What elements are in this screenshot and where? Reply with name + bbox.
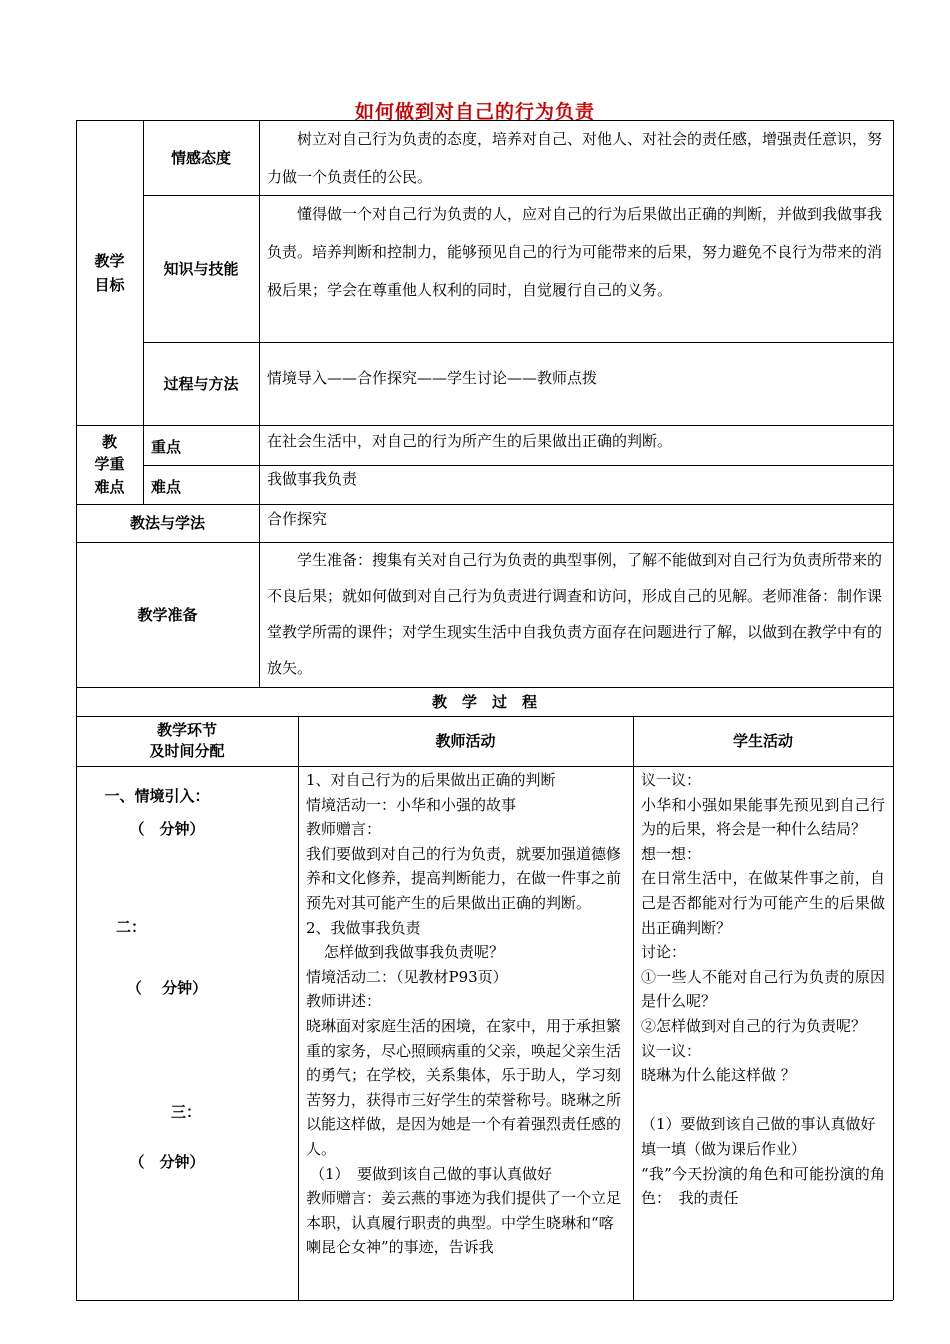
preparation-text: 学生准备：搜集有关对自己行为负责的典型事例，了解不能做到对自己行为负责所带来的不良后果；就如何做到对自己行为负责进行调查和访问，形成自己的见解。老师准备：制作课堂教学所需的课件；对学生现实生活中自我负责方面存在问题进行了解，以做到在教学中有的放矢。: [267, 551, 883, 677]
stage-column-header-line1: 教学环节: [156, 721, 217, 739]
student-line: 想一想：: [641, 844, 702, 863]
key-points-label-line1: 教: [101, 432, 117, 451]
key-points-label: [76, 425, 143, 504]
teacher-line: 情境活动一：小华和小强的故事: [306, 795, 517, 814]
stage-2-time: （ 分钟）: [126, 979, 208, 997]
teacher-column-header: 教师活动: [435, 732, 496, 750]
student-line: （1）要做到该自己做的事认真做好: [641, 1115, 876, 1134]
objectives-label: [76, 120, 143, 425]
methods-text: 合作探究: [267, 510, 328, 528]
objectives-label-line2: 目标: [94, 275, 125, 294]
stage-3-time: （ 分钟）: [129, 1153, 205, 1171]
teacher-line: 教师讲述：: [306, 992, 382, 1011]
student-line: 小华和小强如果能事先预见到自己行为的后果，将会是一种什么结局？: [641, 795, 885, 839]
process-method-text: 情境导入——合作探究——学生讨论——教师点拨: [267, 369, 598, 387]
student-line: 填一填（做为课后作业）: [641, 1139, 807, 1158]
teacher-line: 教师赠言：姜云燕的事迹为我们提供了一个立足本职，认真履行职责的典型。中学生晓琳和“喀喇昆仑女神”的事迹，告诉我: [306, 1189, 622, 1257]
focus-label: 重点: [151, 438, 182, 456]
lesson-plan-table: [76, 120, 893, 1300]
stage-2-label: 二：: [116, 918, 147, 936]
difficulty-label: 难点: [151, 478, 182, 496]
student-activity: [633, 768, 893, 1211]
student-line: “我”今天扮演的角色和可能扮演的角色： 我的责任: [641, 1164, 885, 1208]
teacher-line: 怎样做到我做事我负责呢？: [324, 943, 505, 962]
stage-1-label: 一、情境引入：: [104, 787, 210, 805]
teacher-line: 晓琳面对家庭生活的困境，在家中，用于承担繁重的家务，尽心照顾病重的父亲，唤起父亲生活的勇气；在学校，关系集体，乐于助人，学习刻苦努力，获得市三好学生的荣誉称号。晓琳之所以能这样做，是因为她是一个有着强烈责任感的人。: [306, 1016, 622, 1158]
student-line: ②怎样做到对自己的行为负责呢？: [641, 1016, 867, 1035]
focus-text: 在社会生活中，对自己的行为所产生的后果做出正确的判断。: [267, 432, 673, 450]
student-line: 议一议：: [641, 771, 702, 789]
document-title: 如何做到对自己的行为负责: [354, 101, 595, 123]
process-method-label: 过程与方法: [163, 374, 239, 393]
knowledge-label: 知识与技能: [163, 259, 239, 278]
stage-3-label: 三：: [171, 1103, 202, 1121]
teacher-line: 我们要做到对自己的行为负责，就要加强道德修养和文化修养，提高判断能力，在做一件事之前预先对其可能产生的后果做出正确的判断。: [306, 844, 622, 912]
teacher-line: 2、我做事我负责: [306, 918, 421, 937]
stage-column-header: [76, 716, 298, 766]
emotion-text: 树立对自己行为负责的态度，培养对自己、对他人、对社会的责任感，增强责任意识，努力做一个负责任的公民。: [267, 130, 883, 186]
emotion-label: 情感态度: [170, 148, 231, 167]
teacher-activity: [298, 768, 633, 1260]
key-points-label-line3: 难点: [94, 477, 125, 496]
stage-column-header-line2: 及时间分配: [149, 742, 225, 760]
student-line: 讨论：: [641, 943, 687, 962]
preparation-label: 教学准备: [137, 605, 198, 624]
teacher-line: （1） 要做到该自己做的事认真做好: [310, 1164, 553, 1183]
student-line: 议一议：: [641, 1041, 702, 1060]
student-line: 晓琳为什么能这样做 ？: [641, 1066, 796, 1085]
knowledge-text: 懂得做一个对自己行为负责的人，应对自己的行为后果做出正确的判断，并做到我做事我负责。培养判断和控制力，能够预见自己的行为可能带来的后果，努力避免不良行为带来的消极后果；学会在尊重他人权利的同时，自觉履行自己的义务。: [267, 205, 883, 299]
student-line: 在日常生活中，在做某件事之前，自己是否都能对行为可能产生的后果做出正确判断？: [641, 869, 885, 937]
objectives-label-line1: 教学: [94, 251, 125, 270]
stage-1-time: （ 分钟）: [129, 820, 205, 838]
student-column-header: 学生活动: [732, 732, 793, 750]
teacher-line: 1、对自己行为的后果做出正确的判断: [306, 771, 556, 789]
process-header: 教 学 过 程: [431, 692, 537, 711]
teacher-line: 教师赠言：: [306, 820, 382, 839]
student-line: ①一些人不能对自己行为负责的原因是什么呢？: [641, 967, 885, 1011]
teacher-line: 情境活动二：（见教材P93页）: [306, 967, 508, 986]
key-points-label-line2: 学重: [94, 455, 125, 474]
difficulty-text: 我做事我负责: [267, 470, 358, 488]
methods-label: 教法与学法: [129, 514, 205, 532]
